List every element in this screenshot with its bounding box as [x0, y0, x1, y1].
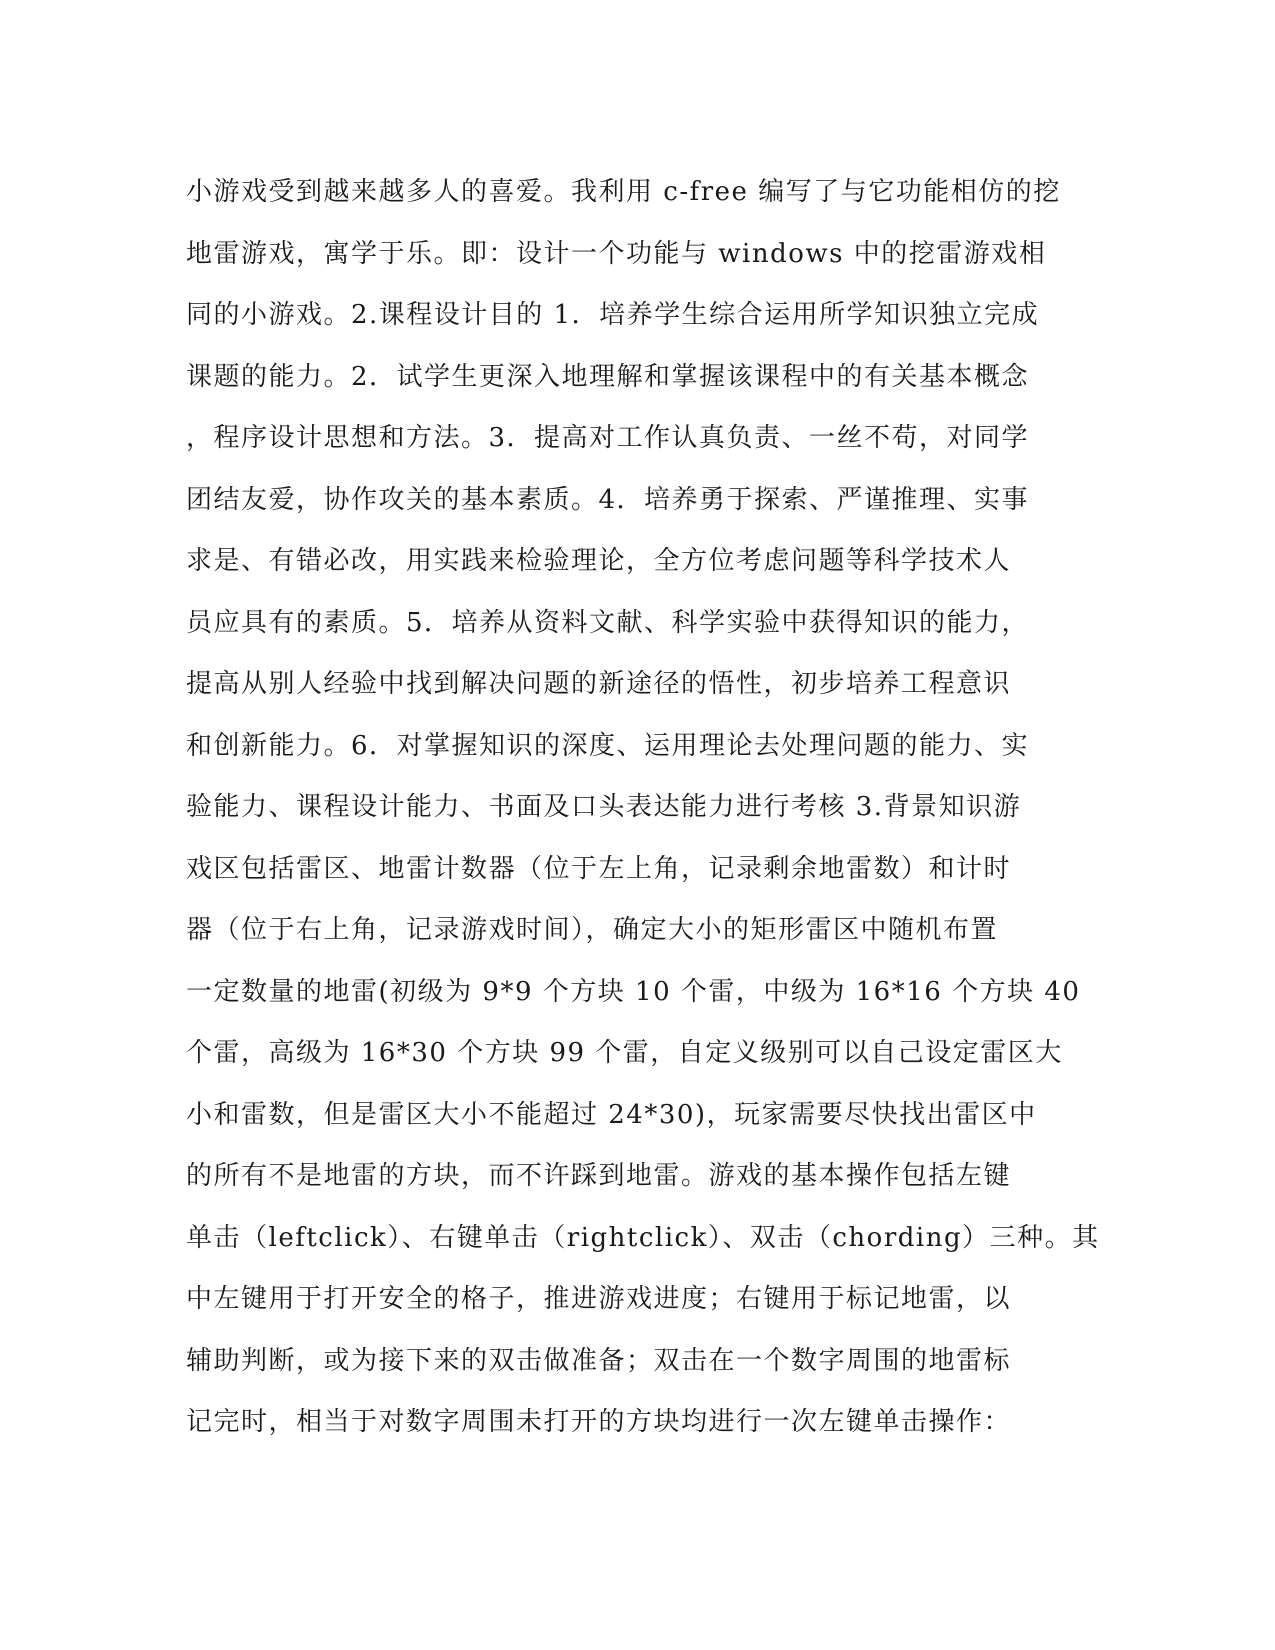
text-line: 同的小游戏。2.课程设计目的 1．培养学生综合运用所学知识独立完成 [186, 300, 1040, 330]
text-line: 单击（leftclick）、右键单击（rightclick）、双击（chording）三种。其 [186, 1222, 1100, 1253]
text-line: 辅助判断，或为接下来的双击做准备；双击在一个数字周围的地雷标 [186, 1345, 1012, 1376]
text-line: 地雷游戏，寓学于乐。即：设计一个功能与 windows 中的挖雷游戏相 [186, 238, 1047, 269]
text-line: 戏区包括雷区、地雷计数器（位于左上角，记录剩余地雷数）和计时 [186, 853, 1012, 884]
text-line: 一定数量的地雷(初级为 9*9 个方块 10 个雷，中级为 16*16 个方块 40 [186, 976, 1081, 1007]
text-line: 小游戏受到越来越多人的喜爱。我利用 c-free 编写了与它功能相仿的挖 [186, 177, 1061, 207]
text-line: 员应具有的素质。5．培养从资料文献、科学实验中获得知识的能力， [186, 607, 1030, 638]
text-line: 和创新能力。6．对掌握知识的深度、运用理论去处理问题的能力、实 [186, 730, 1030, 761]
body-text [186, 162, 1100, 1454]
text-line: 的所有不是地雷的方块，而不许踩到地雷。游戏的基本操作包括左键 [186, 1161, 1012, 1191]
text-line: 团结友爱，协作攻关的基本素质。4．培养勇于探索、严谨推理、实事 [186, 484, 1030, 515]
text-line: 求是、有错必改，用实践来检验理论，全方位考虑问题等科学技术人 [186, 546, 1012, 576]
text-line: 提高从别人经验中找到解决问题的新途径的悟性，初步培养工程意识 [186, 669, 1012, 699]
text-line: 验能力、课程设计能力、书面及口头表达能力进行考核 3.背景知识游 [186, 792, 1022, 822]
text-line: ，程序设计思想和方法。3．提高对工作认真负责、一丝不苟，对同学 [186, 423, 1030, 453]
text-line: 小和雷数，但是雷区大小不能超过 24*30)，玩家需要尽快找出雷区中 [186, 1099, 1037, 1130]
text-line: 课题的能力。2．试学生更深入地理解和掌握该课程中的有关基本概念 [186, 361, 1030, 392]
text-line: 器（位于右上角，记录游戏时间），确定大小的矩形雷区中随机布置 [186, 915, 999, 945]
text-line: 记完时，相当于对数字周围未打开的方块均进行一次左键单击操作： [186, 1407, 1012, 1437]
text-line: 个雷，高级为 16*30 个方块 99 个雷，自定义级别可以自己设定雷区大 [186, 1038, 1063, 1068]
text-line: 中左键用于打开安全的格子，推进游戏进度；右键用于标记地雷，以 [186, 1284, 1012, 1314]
